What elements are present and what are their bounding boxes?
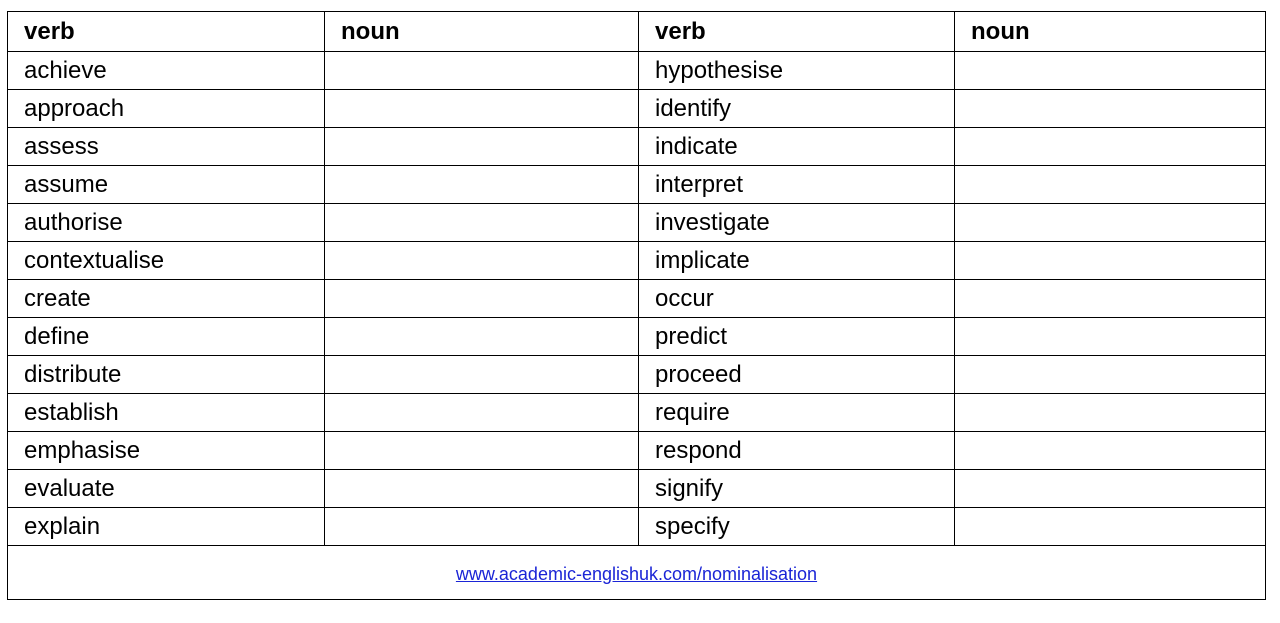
verb-cell-right: hypothesise xyxy=(639,52,955,90)
noun-answer-cell-left[interactable] xyxy=(325,90,639,128)
header-noun-right: noun xyxy=(955,12,1266,52)
verb-cell-right: respond xyxy=(639,432,955,470)
header-verb-right: verb xyxy=(639,12,955,52)
table-row xyxy=(8,356,1266,394)
verb-cell-right: signify xyxy=(639,470,955,508)
verb-cell-right: predict xyxy=(639,318,955,356)
verb-cell-left: assume xyxy=(8,166,325,204)
noun-answer-cell-right[interactable] xyxy=(955,318,1266,356)
verb-cell-right: require xyxy=(639,394,955,432)
noun-answer-cell-left[interactable] xyxy=(325,204,639,242)
verb-cell-right: occur xyxy=(639,280,955,318)
noun-answer-cell-right[interactable] xyxy=(955,52,1266,90)
noun-answer-cell-left[interactable] xyxy=(325,280,639,318)
header-row xyxy=(8,12,1266,52)
noun-answer-cell-right[interactable] xyxy=(955,242,1266,280)
verb-cell-right: proceed xyxy=(639,356,955,394)
noun-answer-cell-right[interactable] xyxy=(955,280,1266,318)
verb-cell-left: achieve xyxy=(8,52,325,90)
verb-cell-left: define xyxy=(8,318,325,356)
table-row xyxy=(8,90,1266,128)
noun-answer-cell-right[interactable] xyxy=(955,128,1266,166)
verb-cell-right: specify xyxy=(639,508,955,546)
noun-answer-cell-right[interactable] xyxy=(955,508,1266,546)
noun-answer-cell-right[interactable] xyxy=(955,394,1266,432)
worksheet xyxy=(7,11,1265,600)
verb-cell-left: contextualise xyxy=(8,242,325,280)
verb-cell-right: identify xyxy=(639,90,955,128)
noun-answer-cell-right[interactable] xyxy=(955,204,1266,242)
noun-answer-cell-left[interactable] xyxy=(325,356,639,394)
verb-cell-left: establish xyxy=(8,394,325,432)
verb-cell-left: create xyxy=(8,280,325,318)
noun-answer-cell-right[interactable] xyxy=(955,470,1266,508)
table-row xyxy=(8,128,1266,166)
verb-cell-right: investigate xyxy=(639,204,955,242)
noun-answer-cell-left[interactable] xyxy=(325,128,639,166)
table-row xyxy=(8,52,1266,90)
table-row xyxy=(8,280,1266,318)
noun-answer-cell-right[interactable] xyxy=(955,356,1266,394)
verb-cell-left: approach xyxy=(8,90,325,128)
verb-cell-left: emphasise xyxy=(8,432,325,470)
verb-cell-left: evaluate xyxy=(8,470,325,508)
table-row xyxy=(8,204,1266,242)
footer-row xyxy=(8,546,1266,600)
table-row xyxy=(8,166,1266,204)
noun-answer-cell-left[interactable] xyxy=(325,242,639,280)
table-row xyxy=(8,470,1266,508)
verb-cell-right: implicate xyxy=(639,242,955,280)
noun-answer-cell-right[interactable] xyxy=(955,166,1266,204)
verb-cell-left: explain xyxy=(8,508,325,546)
table-row xyxy=(8,318,1266,356)
verb-cell-right: interpret xyxy=(639,166,955,204)
source-link[interactable]: www.academic-englishuk.com/nominalisation xyxy=(455,563,818,584)
table-row xyxy=(8,242,1266,280)
noun-answer-cell-left[interactable] xyxy=(325,166,639,204)
noun-answer-cell-right[interactable] xyxy=(955,90,1266,128)
noun-answer-cell-left[interactable] xyxy=(325,318,639,356)
verb-cell-right: indicate xyxy=(639,128,955,166)
noun-answer-cell-right[interactable] xyxy=(955,432,1266,470)
noun-answer-cell-left[interactable] xyxy=(325,52,639,90)
noun-answer-cell-left[interactable] xyxy=(325,394,639,432)
verb-cell-left: authorise xyxy=(8,204,325,242)
table-row xyxy=(8,394,1266,432)
verb-cell-left: distribute xyxy=(8,356,325,394)
noun-answer-cell-left[interactable] xyxy=(325,508,639,546)
verb-cell-left: assess xyxy=(8,128,325,166)
header-noun-left: noun xyxy=(325,12,639,52)
table-row xyxy=(8,432,1266,470)
nominalisation-table xyxy=(7,11,1266,600)
noun-answer-cell-left[interactable] xyxy=(325,432,639,470)
header-verb-left: verb xyxy=(8,12,325,52)
footer-cell xyxy=(8,546,1266,600)
noun-answer-cell-left[interactable] xyxy=(325,470,639,508)
table-row xyxy=(8,508,1266,546)
